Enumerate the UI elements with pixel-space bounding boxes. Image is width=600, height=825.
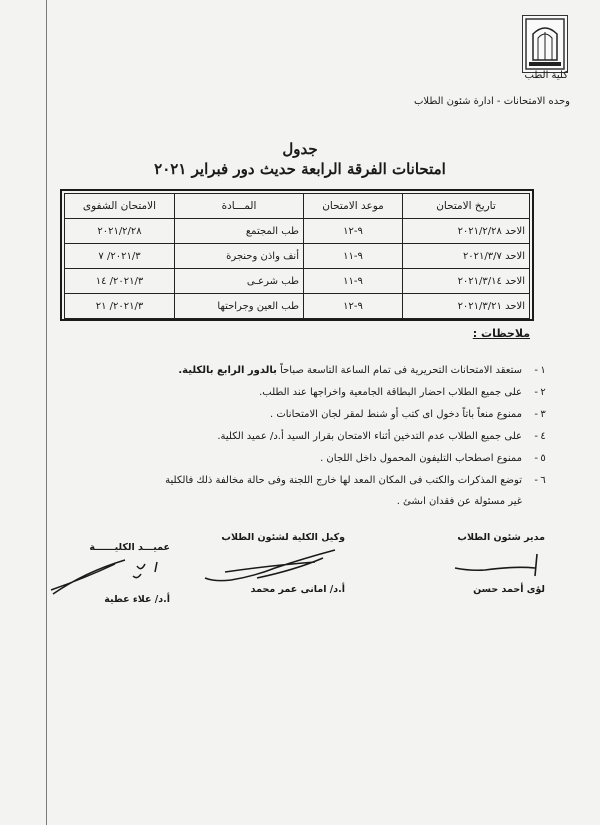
note-text: ممنوع اصطحاب التليفون المحمول داخل اللجان . bbox=[320, 453, 522, 464]
note-text: على جميع الطلاب عدم التدخين أثناء الامتحان بقرار السيد أ.د/ عميد الكلية. bbox=[217, 431, 522, 442]
note-text: توضع المذكرات والكتب فى المكان المعد لها خارج اللجنة وفى حالة مخالفة ذلك فالكلية bbox=[165, 475, 522, 486]
list-item: ٢ - على جميع الطلاب احضار البطاقة الجامعية واخراجها عند الطلب. bbox=[70, 382, 550, 404]
table-row bbox=[65, 219, 530, 244]
cell-subject: طب المجتمع bbox=[175, 219, 304, 244]
signatory-role: وكيل الكلية لشئون الطلاب bbox=[221, 532, 345, 543]
cell-time: ٩-١١ bbox=[304, 244, 403, 269]
cell-time: ٩-١١ bbox=[304, 269, 403, 294]
note-number: ١ bbox=[540, 365, 546, 376]
handwritten-signature bbox=[445, 546, 545, 580]
list-item: ٥ - ممنوع اصطحاب التليفون المحمول داخل اللجان . bbox=[70, 448, 550, 470]
page-edge bbox=[46, 0, 47, 825]
cell-time: ٩-١٢ bbox=[304, 219, 403, 244]
header-date: تاريخ الامتحان bbox=[403, 194, 530, 219]
note-number: ٣ bbox=[540, 409, 546, 420]
table-row bbox=[65, 294, 530, 319]
note-text: ستعقد الامتحانات التحريرية فى تمام الساعة التاسعة صباحاً بالدور الرابع بالكلية. bbox=[178, 365, 522, 376]
document-title: جدول bbox=[282, 140, 318, 158]
department-name: وحده الامتحانات - ادارة شئون الطلاب bbox=[414, 96, 570, 107]
note-text: على جميع الطلاب احضار البطاقة الجامعية واخراجها عند الطلب. bbox=[259, 387, 522, 398]
signatory-name: لؤى أحمد حسن bbox=[473, 584, 545, 595]
handwritten-signature bbox=[195, 544, 345, 586]
signature-block-vice-dean bbox=[195, 532, 345, 604]
table-row bbox=[65, 244, 530, 269]
cell-subject: طب العين وجراحتها bbox=[175, 294, 304, 319]
cell-oral: ٢٠٢١/٣/ ٢١ bbox=[65, 294, 175, 319]
header-time: موعد الامتحان bbox=[304, 194, 403, 219]
cell-oral: ٢٠٢١/٣/ ١٤ bbox=[65, 269, 175, 294]
cell-date: الاحد ٢٠٢١/٣/٧ bbox=[403, 244, 530, 269]
note-number: ٦ bbox=[540, 475, 546, 486]
cell-date: الاحد ٢٠٢١/٣/٢١ bbox=[403, 294, 530, 319]
notes-heading: ملاحظات : bbox=[472, 327, 530, 340]
cell-time: ٩-١٢ bbox=[304, 294, 403, 319]
header-subject: المـــادة bbox=[175, 194, 304, 219]
handwritten-signature bbox=[45, 550, 170, 596]
university-logo bbox=[522, 15, 568, 73]
note-text: ممنوع منعاً باتاً دخول اى كتب أو شنط لمقر لجان الامتحانات . bbox=[269, 409, 522, 420]
list-item: ١ - ستعقد الامتحانات التحريرية فى تمام الساعة التاسعة صباحاً بالدور الرابع بالكلية. bbox=[70, 360, 550, 382]
signatory-name: أ.د/ امانى عمر محمد bbox=[250, 584, 345, 595]
cell-date: الاحد ٢٠٢١/٣/١٤ bbox=[403, 269, 530, 294]
table-row bbox=[65, 269, 530, 294]
cell-oral: ٢٠٢١/٣/ ٧ bbox=[65, 244, 175, 269]
list-item: ٤ - على جميع الطلاب عدم التدخين أثناء الامتحان بقرار السيد أ.د/ عميد الكلية. bbox=[70, 426, 550, 448]
list-item: ٣ - ممنوع منعاً باتاً دخول اى كتب أو شنط لمقر لجان الامتحانات . bbox=[70, 404, 550, 426]
note-number: ٤ bbox=[540, 431, 546, 442]
signature-block-dean bbox=[50, 542, 170, 612]
cell-subject: طب شرعـى bbox=[175, 269, 304, 294]
note-number: ٢ bbox=[540, 387, 546, 398]
faculty-name: كلية الطب bbox=[524, 70, 568, 81]
schedule-table-frame bbox=[60, 189, 534, 321]
cell-subject: أنف واذن وحنجرة bbox=[175, 244, 304, 269]
schedule-table bbox=[64, 193, 530, 319]
signatory-name: أ.د/ علاء عطية bbox=[104, 594, 170, 605]
cell-date: الاحد ٢٠٢١/٢/٢٨ bbox=[403, 219, 530, 244]
list-item: ٦ - توضع المذكرات والكتب فى المكان المعد لها خارج اللجنة وفى حالة مخالفة ذلك فالكلية bbox=[70, 470, 550, 492]
note-emphasis: بالدور الرابع بالكلية. bbox=[178, 365, 277, 376]
signature-block-registrar bbox=[435, 532, 545, 604]
header-oral: الامتحان الشفوى bbox=[65, 194, 175, 219]
table-header-row bbox=[65, 194, 530, 219]
signatory-role: مدير شئون الطلاب bbox=[457, 532, 545, 543]
note-number: ٥ bbox=[540, 453, 546, 464]
document-subtitle: امتحانات الفرقة الرابعة حديث دور فبراير ٢٠٢١ bbox=[154, 160, 446, 178]
note-continuation: غير مسئولة عن فقدان اىشئ . bbox=[396, 496, 522, 507]
signatory-role: عميـــد الكليــــــة bbox=[89, 542, 170, 553]
notes-list bbox=[70, 360, 550, 492]
cell-oral: ٢٠٢١/٢/٢٨ bbox=[65, 219, 175, 244]
